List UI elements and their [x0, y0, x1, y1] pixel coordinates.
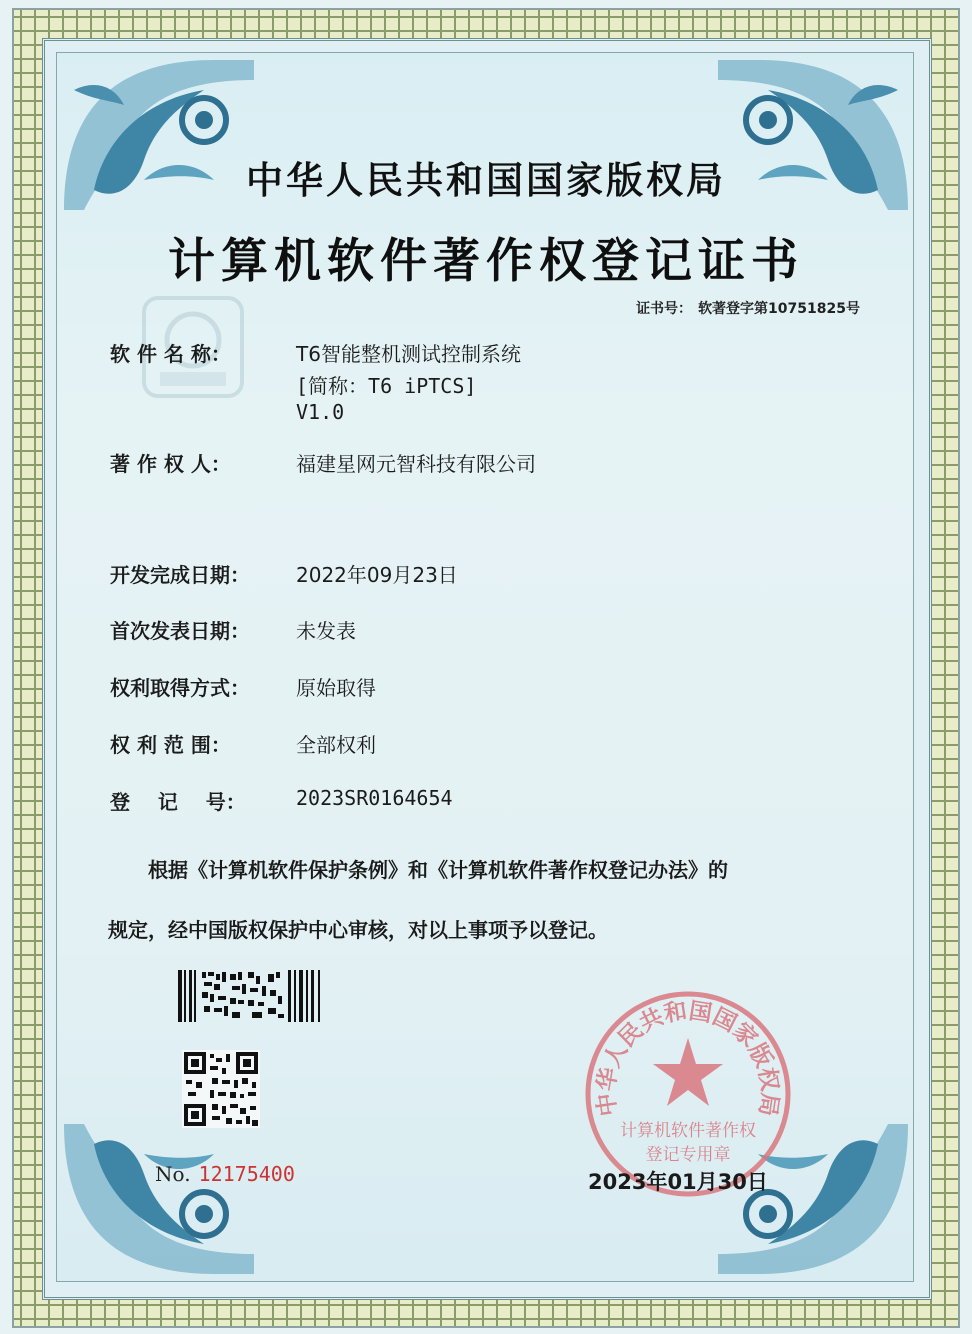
acquire-method-value: 原始取得 — [296, 676, 376, 700]
qr-code-icon — [182, 1050, 260, 1128]
barcode-icon — [178, 970, 324, 1022]
rights-scope-value: 全部权利 — [296, 733, 376, 757]
certificate-title: 计算机软件著作权登记证书 — [168, 234, 804, 289]
statement-line-1-text: 根据《计算机软件保护条例》和《计算机软件著作权登记办法》的 — [148, 858, 728, 882]
registration-number-label: 登 记 号： — [110, 790, 246, 814]
corner-ornament-icon — [54, 1114, 264, 1284]
authority-heading: 中华人民共和国国家版权局 — [246, 159, 726, 202]
serial-label: No. — [155, 1162, 191, 1186]
seal-line-2: 登记专用章 — [645, 1145, 731, 1165]
dev-date-value: 2022年09月23日 — [296, 563, 458, 587]
publish-date-label: 首次发表日期： — [110, 619, 250, 643]
seal-arc-text: 中华人民共和国国家版权局 — [593, 998, 783, 1118]
registration-number-value: 2023SR0164654 — [296, 786, 453, 810]
serial-value: 12175400 — [198, 1162, 295, 1186]
software-short-name: [简称：T6 iPTCS] — [296, 374, 477, 398]
rights-scope-label: 权 利 范 围： — [110, 733, 231, 757]
statement-line-1 — [108, 840, 878, 900]
issue-date: 2023年01月30日 — [588, 1170, 768, 1194]
certificate-number — [630, 298, 860, 318]
certificate-number-value: 软著登字第10751825号 — [698, 301, 860, 317]
software-name-label: 软 件 名 称： — [110, 342, 231, 366]
owner-label: 著 作 权 人： — [110, 452, 231, 476]
dev-date-label: 开发完成日期： — [110, 563, 250, 587]
serial-number — [155, 1162, 295, 1186]
software-name-value: T6智能整机测试控制系统 — [296, 342, 521, 366]
statement-paragraph — [108, 840, 878, 960]
seal-line-1: 计算机软件著作权 — [620, 1121, 756, 1141]
statement-line-2: 规定，经中国版权保护中心审核，对以上事项予以登记。 — [108, 918, 608, 942]
software-version: V1.0 — [296, 400, 345, 424]
acquire-method-label: 权利取得方式： — [110, 676, 250, 700]
publish-date-value: 未发表 — [296, 619, 356, 643]
certificate-number-label: 证书号： — [636, 301, 693, 317]
owner-value: 福建星网元智科技有限公司 — [296, 452, 536, 476]
